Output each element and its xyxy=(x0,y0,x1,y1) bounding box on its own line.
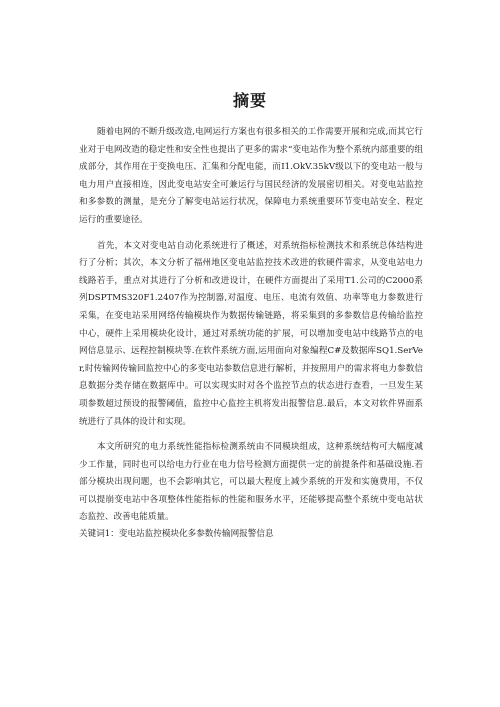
keywords-line xyxy=(79,526,423,544)
paragraph-1: 随着电网的不断升级改造,电网运行方案也有很多相关的工作需要开展和完成,而其它行业对于电网改造的稳定性和安全性也提出了更多的需求“变电站作为整个系统内部重要的组成部分，其作用在于变换电压、汇集和分配电能，而I1.OkV.35kV级以下的变电站一般与电力用户直接相连，因此变电站安全可兼运行与国民经济的发展密切相关。对变电站监控和多参数的测量，是充分了解变电站运行状况，保障电力系统重要环节变电站安全、程定运行的重要途径。 xyxy=(79,127,423,225)
keywords-text: 变电站监控模块化多参数传输网报警信息 xyxy=(118,529,274,539)
paragraph-2: 首先，本文对变电站自动化系统进行了概述，对系统指标检测技术和系统总体结构进行了分析；其次，本文分析了福州地区变电站监控技术改进的软硬件需求，从变电站电力线路若手，重点对其进行了分析和改进设计，在硬件方面提出了采用T1.公司的C2000系列DSPTMS320F1.2407作为控制器,对温度、电压、电流有效值、功率等电力参数进行采集，在变电站采用网络传输模块作为数据传输链路，将采集到的多参数信息传输给监控中心，硬件上采用模块化设计，通过对系统功能的扩展，可以增加变电站中线路节点的电网信息显示、远程控制模块等.在软件系统方面,运用面向对象编程C#及数据库SQ1.SerVer,时传输网传输回监控中心的多变电站参数信息进行解析，并按照用户的需求将电力参数信息数据分类存储在数据库中。可以实现实时对各个监控节点的状态进行查看，一旦发生某项参数超过预设的报警阈值，监控中心监控主机将发出报警信息.最后，本文对软件界面系统进行了具体的设计和实现。 xyxy=(79,240,423,427)
page-title: 摘要 xyxy=(232,91,267,110)
paragraph-3: 本文所研究的电力系统性能指标检测系统由不同模块组成，这种系统结构可大幅度减少工作量，同时也可以给电力行业在电力信号检测方面提供一定的前提条件和基础设施.若部分模块出现问题，也不会影响其它，可以最大程度上减少系统的开发和实施费用，不仅可以提崩变电站中各项整体性能指标的性能和服务水平，还能够提高整个系统中变电站状态监控、改善电能质量。 xyxy=(79,442,423,523)
abstract-body xyxy=(79,124,423,535)
keywords-label: 关键词1： xyxy=(79,529,119,539)
